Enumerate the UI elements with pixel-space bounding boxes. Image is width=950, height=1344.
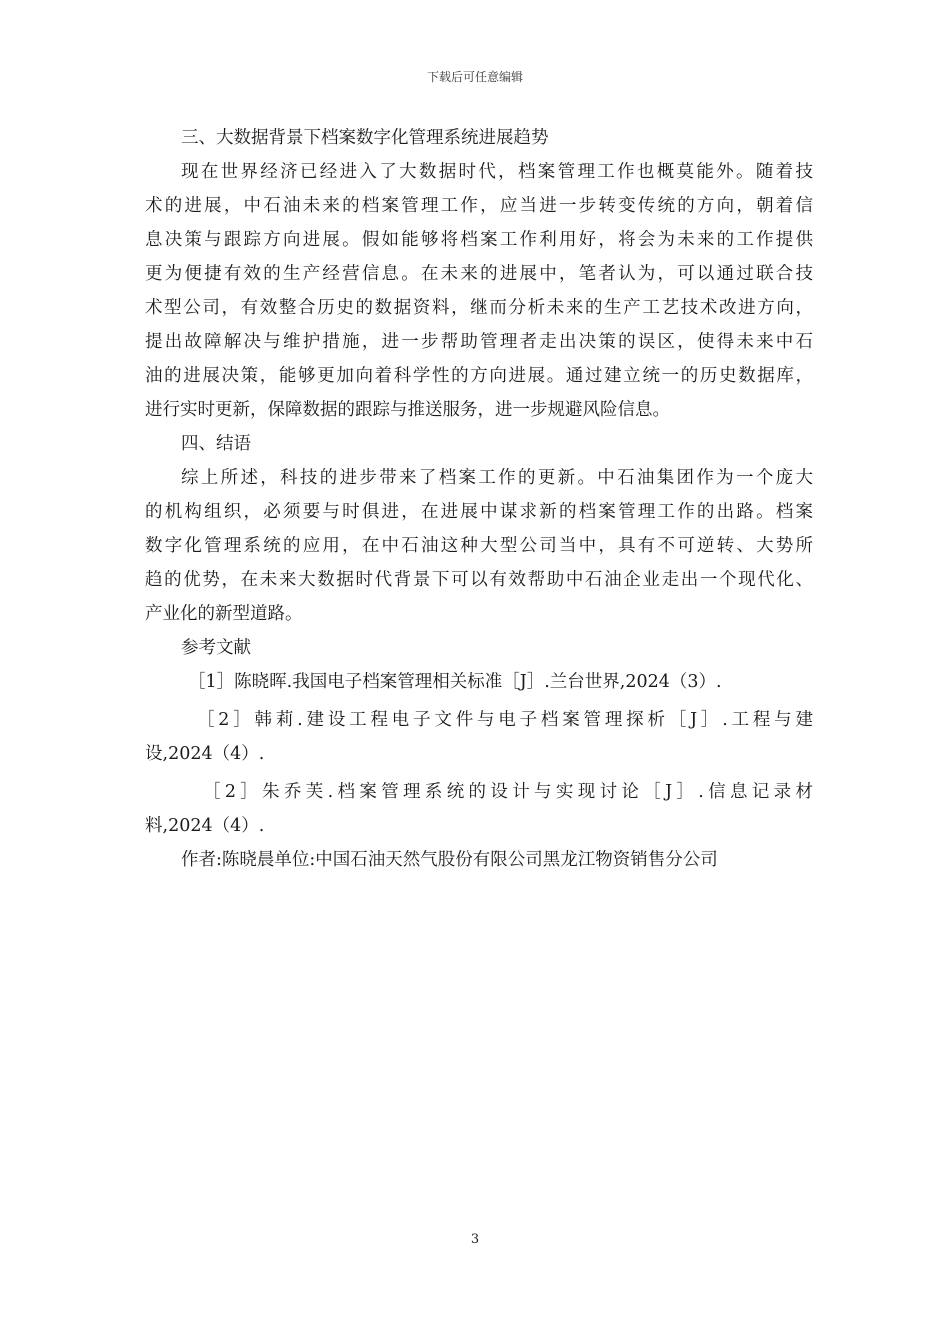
reference-line: 料,2024（4）. (145, 816, 265, 836)
paragraph-line: 术型公司，有效整合历史的数据资料，继而分析未来的生产工艺技术改进方向， (145, 298, 813, 318)
section-heading-3: 三、大数据背景下档案数字化管理系统进展趋势 (181, 128, 549, 148)
section-heading-4: 四、结语 (181, 434, 251, 454)
paragraph-line: 进行实时更新，保障数据的跟踪与推送服务，进一步规避风险信息。 (145, 400, 670, 420)
paragraph-line: 产业化的新型道路。 (145, 604, 303, 624)
author-info: 作者:陈晓晨单位:中国石油天然气股份有限公司黑龙江物资销售分公司 (181, 850, 718, 870)
paragraph-line: 数字化管理系统的应用，在中石油这种大型公司当中，具有不可逆转、大势所 (145, 536, 813, 556)
references-heading: 参考文献 (181, 638, 251, 658)
paragraph-line: 术的进展，中石油未来的档案管理工作，应当进一步转变传统的方向，朝着信 (145, 196, 813, 216)
paragraph-line: 息决策与跟踪方向进展。假如能够将档案工作利用好，将会为未来的工作提供 (145, 230, 813, 250)
reference-item (145, 703, 813, 771)
paragraph-line: 现在世界经济已经进入了大数据时代，档案管理工作也概莫能外。随着技 (181, 162, 813, 182)
paragraph-trends (145, 155, 813, 427)
reference-line: ［1］陈晓晖.我国电子档案管理相关标准［J］.兰台世界,2024（3）. (188, 672, 722, 692)
paragraph-conclusion (145, 461, 813, 631)
paragraph-line: 趋的优势，在未来大数据时代背景下可以有效帮助中石油企业走出一个现代化、 (145, 570, 813, 590)
paragraph-line: 综上所述，科技的进步带来了档案工作的更新。中石油集团作为一个庞大 (181, 468, 813, 488)
reference-item (145, 775, 813, 843)
paragraph-line: 油的进展决策，能够更加向着科学性的方向进展。通过建立统一的历史数据库， (145, 366, 813, 386)
paragraph-line: 的机构组织，必须要与时俱进，在进展中谋求新的档案管理工作的出路。档案 (145, 502, 813, 522)
page-number: 3 (470, 1232, 480, 1247)
paragraph-line: 更为便捷有效的生产经营信息。在未来的进展中，笔者认为，可以通过联合技 (145, 264, 813, 284)
reference-item (145, 665, 813, 699)
reference-line: ［2］朱乔芙.档案管理系统的设计与实现讨论［J］.信息记录材 (203, 782, 813, 802)
document-body (145, 121, 813, 877)
page-header: 下载后可任意编辑 (426, 70, 523, 84)
reference-line: 设,2024（4）. (145, 744, 265, 764)
reference-line: ［2］韩莉.建设工程电子文件与电子档案管理探析［J］.工程与建 (197, 710, 813, 730)
paragraph-line: 提出故障解决与维护措施，进一步帮助管理者走出决策的误区，使得未来中石 (145, 332, 813, 352)
